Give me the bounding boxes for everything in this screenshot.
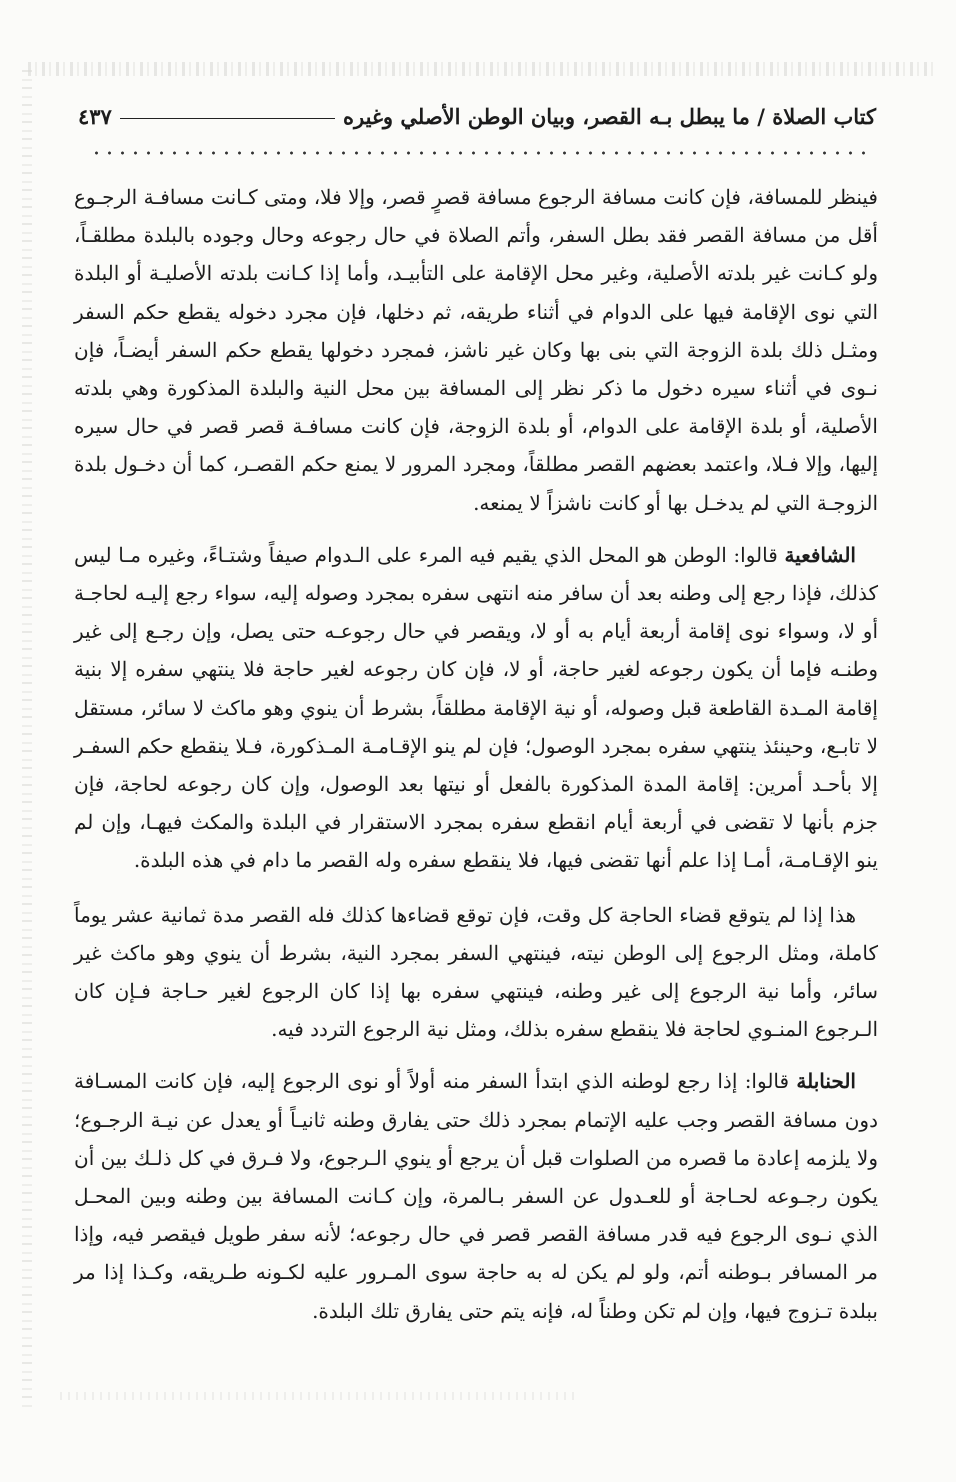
paragraph-text: قالوا: إذا رجع لوطنه الذي ابتدأ السفر منه أولاً أو نوى الرجوع إليه، فإن كانت المسـافة دون مسافة القصر وجب عليه الإتمام بمجرد ذلك حتى يفارق وطنه ثانيـاً أو يعدل عن نيـة الرجـوع؛ ولا يلزمه إعادة ما قصره من الصلوات قبل أن يرجع أو ينوي الـرجوع، ولا فـرق في كل ذلـك بين أن يكون رجـوعه لحـاجة أو للعـدول عن السفر بـالمرة، وإن كـانت المسافة بين وطنه وبين المحـل الذي نـوى الرجوع فيه قدر مسافة القصر قصر في حال رجوعه؛ لأنه سفر طويل فيقصر فيه، وإذا مر المسافر بـوطنه أتم، ولو لم يكن له به حاجة سوى المـرور عليه لكـونه طـريقه، وكـذا إذا مر ببلدة تـزوج فيها، وإن لم تكن وطناً له، فإنه يتم حتى يفارق تلك البلدة. <box>74 1069 878 1323</box>
dotted-separator <box>90 150 874 156</box>
page-body <box>74 178 878 1330</box>
paragraph-hanbali <box>74 1062 878 1329</box>
scan-noise-bottom <box>60 1392 576 1400</box>
paragraph-text: فينظر للمسافة، فإن كانت مسافة الرجوع مسافة قصرٍ قصر، وإلا فلا، ومتى كـانت مسافـة الرجـوع أقل من مسافة القصر فقد بطل السفر، وأتم الصلاة في حال رجوعه وحال وجوده بالبلدة مطلقـاً، ولو كـانت غير بلدته الأصلية، وغير محل الإقامة على التأبيـد، وأما إذا كـانت بلدته الأصليـة أو البلدة التي نوى الإقامة فيها على الدوام في أثناء طريقه، ثم دخلها، فإن مجرد دخوله يقطع حكم السفر ومثـل ذلك بلدة الزوجة التي بنى بها وكان غير ناشز، فمجرد دخولها يقطع حكم السفر أيضـاً، فإن نـوى في أثناء سيره دخول ما ذكر نظر إلى المسافة بين محل النية والبلدة المذكورة وهي بلدته الأصلية، أو بلدة الإقامة على الدوام، أو بلدة الزوجة، فإن كانت مسافـة قصر قصر في حال سيره إليها، وإلا فـلا، واعتمد بعضهم القصر مطلقاً، ومجرد المرور لا يمنع حكم القصـر، كما أن دخـول بلدة الزوجـة التي لم يدخـل بها أو كانت ناشزاً لا يمنعه. <box>74 185 878 515</box>
school-heading-shafii: الشافعية <box>784 542 856 567</box>
paragraph-3 <box>74 896 878 1049</box>
running-header <box>78 99 876 133</box>
paragraph-text: هذا إذا لم يتوقع قضاء الحاجة كل وقت، فإن توقع قضاءها كذلك فله القصر مدة ثمانية عشر يوماً كاملة، ومثل الرجوع إلى الوطن نيته، فينتهي السفر بمجرد النية، بشرط أن ينوي وهو ماكث غير سائر، وأما نية الرجوع إلى غير وطنه، فينتهي سفره بها إذا كان الرجوع لغير حـاجة فـإن كان الـرجوع المنـوي لحاجة فلا ينقطع سفره بذلك، ومثل نية الرجوع التردد فيه. <box>74 902 878 1042</box>
paragraph-text: قالوا: الوطن هو المحل الذي يقيم فيه المرء على الـدوام صيفاً وشتـاءً، وغيره مـا ليس كذلك، فإذا رجع إلى وطنه بعد أن سافر منه انتهى سفره بمجرد وصوله إليه، سواء رجع إليـه لحاجـة أو لا، وسواء نوى إقامة أربعة أيام به أو لا، ويقصر في حال رجوعـه حتى يصل، وإن رجـع إلى غير وطنـه فإما أن يكون رجوعه لغير حاجة، أو لا، فإن كان رجوعه لغير حاجة فلا ينتهي سفره إلا بنية إقامة المـدة القاطعة قبل وصوله، أو نية الإقامة مطلقاً، بشرط أن ينوي وهو ماكث لا سائر، مستقل لا تابـع، وحينئذ ينتهي سفره بمجرد الوصول؛ فإن لم ينو الإقـامـة المـذكورة، فـلا ينقطع حكم السفـر إلا بأحـد أمرين: إقامة المدة المذكورة بالفعل أو نيتها بعد الوصول، وإن كان رجوعه لحاجة، فإن جزم بأنها لا تقضى في أربعة أيام انقطع سفره بمجرد الاستقرار في البلدة والمكث فيهـا، وإن لم ينو الإقـامـة، أمـا إذا علم أنها تقضى فيها، فلا ينقطع سفره وله القصر ما دام في هذه البلدة. <box>74 542 878 873</box>
paragraph-shafii <box>74 536 878 880</box>
scan-noise-left <box>22 70 32 1410</box>
header-rule <box>120 118 335 119</box>
header-title: كتاب الصلاة / ما يبطل بـه القصر، وبيان الوطن الأصلي وغيره <box>343 103 876 129</box>
page-number: ٤٣٧ <box>78 103 112 129</box>
school-heading-hanbali: الحنابلة <box>796 1069 856 1094</box>
scan-noise-top <box>28 62 936 76</box>
paragraph-1 <box>74 178 878 522</box>
